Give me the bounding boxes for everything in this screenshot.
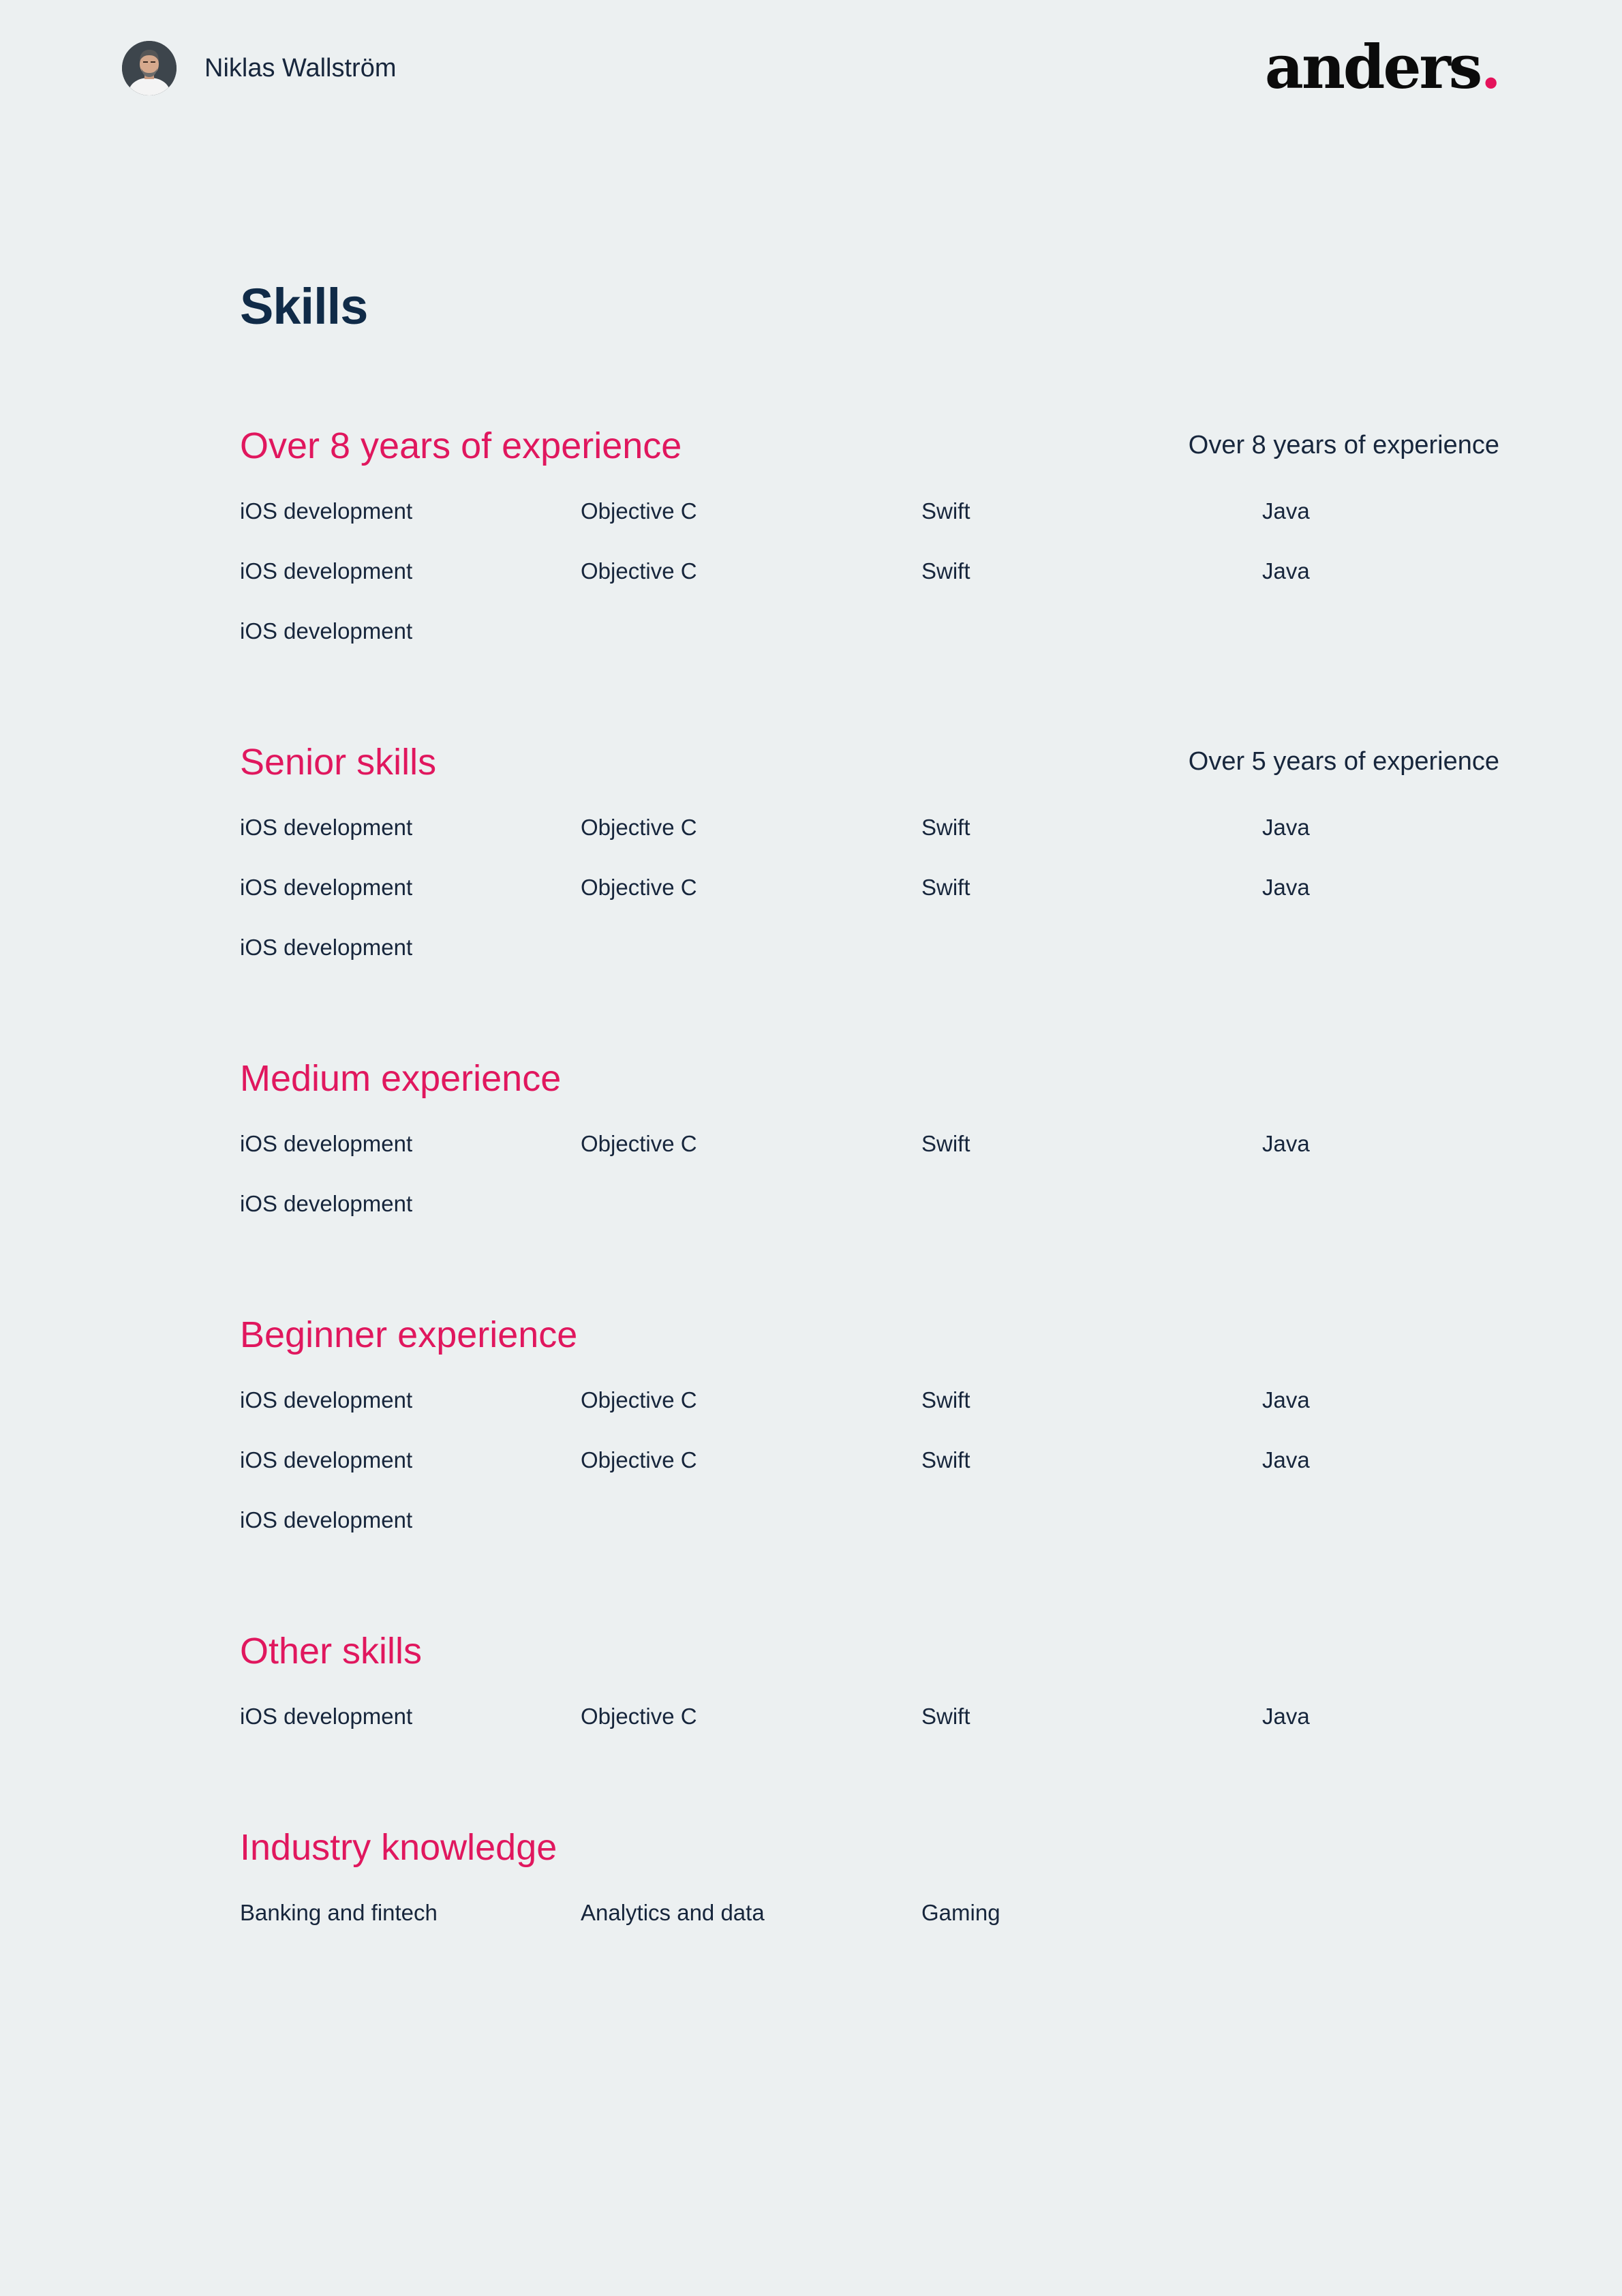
skills-section — [240, 1624, 1499, 1747]
skill-item: iOS development — [240, 618, 413, 644]
skill-item: Java — [1262, 1704, 1310, 1729]
skill-item: Swift — [921, 498, 970, 524]
skill-item: Banking and fintech — [240, 1900, 438, 1925]
company-logo[interactable] — [1265, 33, 1499, 101]
skills-list — [240, 1114, 1499, 1234]
skill-item: Objective C — [581, 558, 697, 584]
skill-item: iOS development — [240, 1507, 413, 1532]
skill-item: Objective C — [581, 1387, 697, 1413]
skill-item: Gaming — [921, 1900, 1000, 1925]
section-title: Industry knowledge — [240, 1827, 557, 1868]
skill-item: Swift — [921, 815, 970, 840]
section-title: Beginner experience — [240, 1314, 578, 1355]
skill-item: iOS development — [240, 815, 413, 840]
skill-item: Objective C — [581, 1447, 697, 1472]
page-title: Skills — [240, 278, 368, 335]
skill-item: Analytics and data — [581, 1900, 765, 1925]
section-header — [240, 735, 1499, 789]
skill-item: Swift — [921, 1387, 970, 1413]
skill-item: Objective C — [581, 498, 697, 524]
skill-item: Java — [1262, 815, 1310, 840]
skills-section — [240, 1820, 1499, 1943]
skill-item: Objective C — [581, 815, 697, 840]
section-header — [240, 1051, 1499, 1106]
section-title: Senior skills — [240, 742, 437, 783]
skills-list — [240, 1883, 1499, 1943]
skill-item: Java — [1262, 558, 1310, 584]
section-title: Medium experience — [240, 1058, 562, 1099]
section-experience-note: Over 5 years of experience — [1188, 747, 1499, 776]
skill-item: iOS development — [240, 1704, 413, 1729]
skills-list — [240, 1687, 1499, 1747]
section-header — [240, 1624, 1499, 1678]
author-photo — [122, 41, 177, 95]
section-title: Other skills — [240, 1631, 423, 1672]
skill-item: iOS development — [240, 875, 413, 900]
skill-item: iOS development — [240, 558, 413, 584]
skill-item: Java — [1262, 498, 1310, 524]
section-experience-note: Over 8 years of experience — [1188, 431, 1499, 459]
skill-item: Java — [1262, 875, 1310, 900]
skill-item: Objective C — [581, 1131, 697, 1156]
skills-section — [240, 1051, 1499, 1234]
skill-item: Swift — [921, 875, 970, 900]
author-name: Niklas Wallström — [204, 54, 397, 82]
logo-dot: . — [1480, 31, 1499, 102]
section-header — [240, 1820, 1499, 1875]
section-header — [240, 1308, 1499, 1362]
skill-item: iOS development — [240, 1191, 413, 1216]
skill-item: Objective C — [581, 1704, 697, 1729]
section-header — [240, 419, 1499, 473]
skill-item: iOS development — [240, 498, 413, 524]
skills-list — [240, 1370, 1499, 1550]
skill-item: iOS development — [240, 1131, 413, 1156]
skill-item: iOS development — [240, 1447, 413, 1472]
page-header — [0, 0, 1622, 136]
skills-list — [240, 798, 1499, 978]
skill-item: Java — [1262, 1447, 1310, 1472]
skills-list — [240, 481, 1499, 661]
section-title: Over 8 years of experience — [240, 425, 682, 466]
skill-item: Swift — [921, 558, 970, 584]
logo-text: anders — [1264, 31, 1481, 102]
skill-item: iOS development — [240, 1387, 413, 1413]
skill-item: Java — [1262, 1387, 1310, 1413]
skill-item: Java — [1262, 1131, 1310, 1156]
skill-item: iOS development — [240, 935, 413, 960]
skill-item: Swift — [921, 1131, 970, 1156]
skills-section — [240, 419, 1499, 661]
avatar — [122, 41, 177, 95]
skill-item: Swift — [921, 1447, 970, 1472]
skill-item: Objective C — [581, 875, 697, 900]
skills-section — [240, 735, 1499, 978]
skills-section — [240, 1308, 1499, 1550]
skill-item: Swift — [921, 1704, 970, 1729]
